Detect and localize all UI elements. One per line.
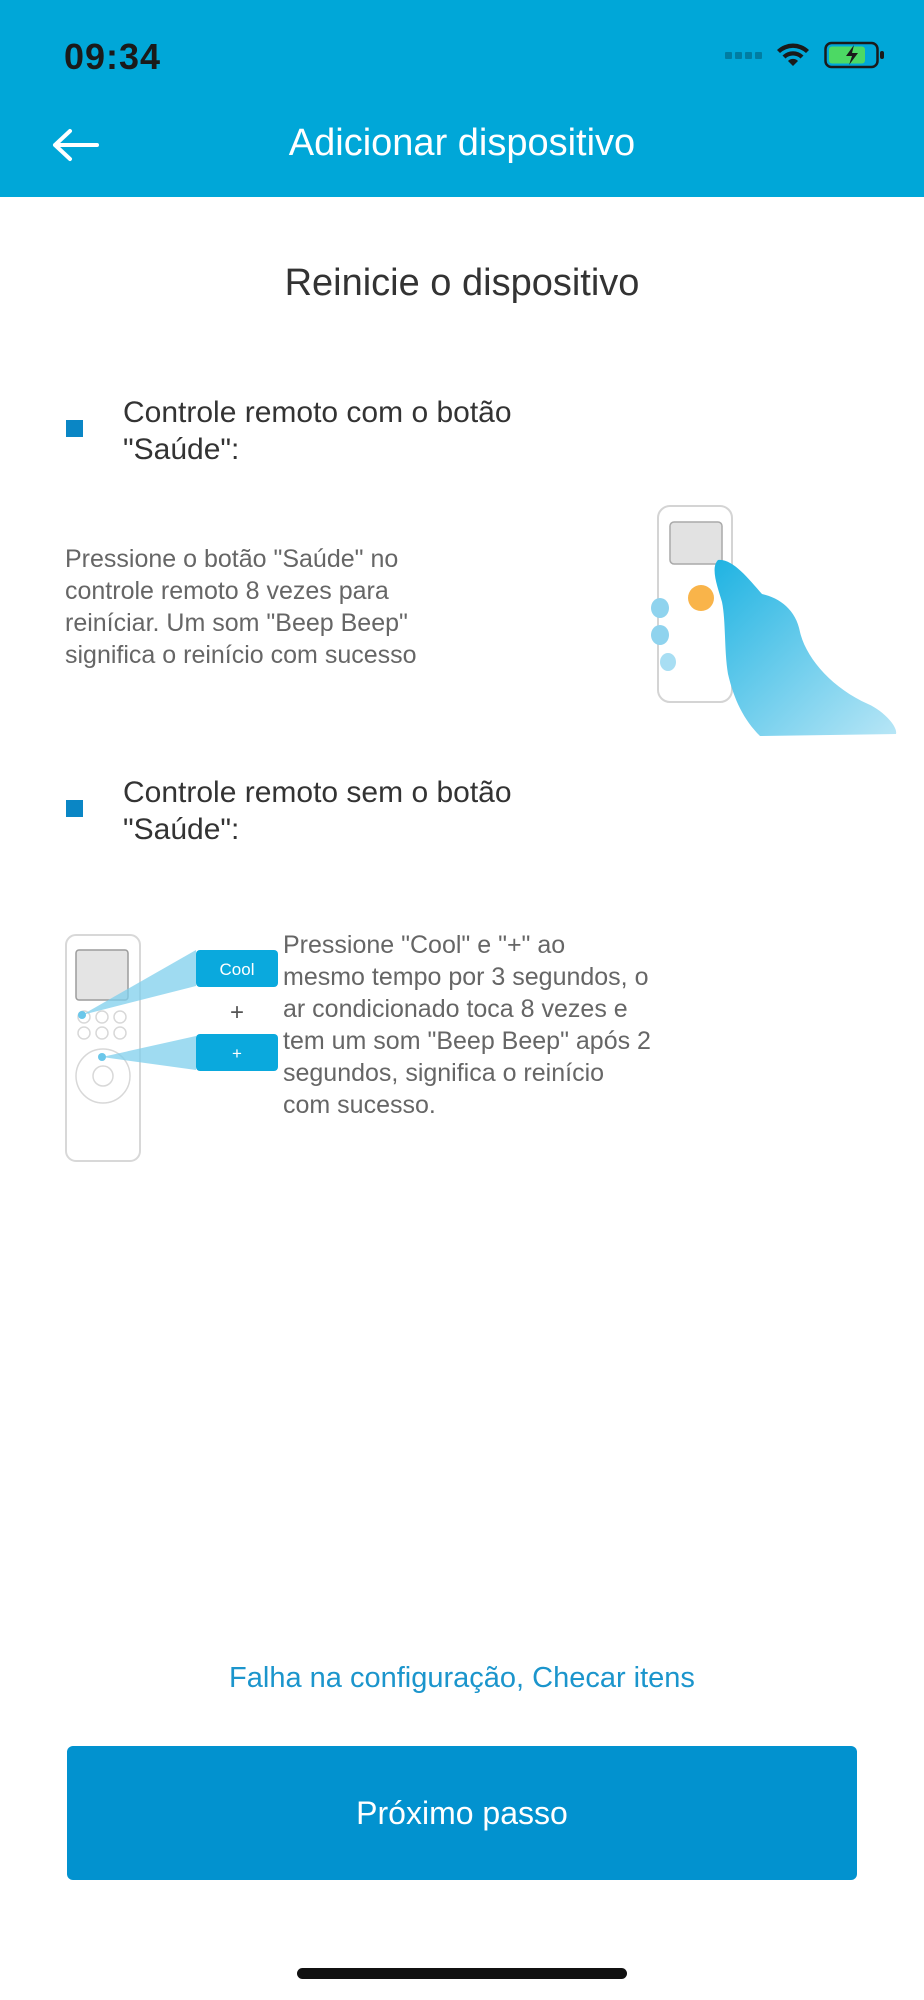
plus-button-label: + — [232, 1044, 242, 1063]
plus-symbol: + — [229, 999, 245, 1026]
next-step-button[interactable]: Próximo passo — [67, 1746, 857, 1880]
signal-icon — [725, 52, 762, 59]
bullet-marker — [66, 420, 83, 437]
status-icons — [725, 38, 886, 72]
bullet-marker — [66, 800, 83, 817]
section2-title: Controle remoto sem o botão "Saúde": — [123, 776, 512, 846]
battery-charging-icon — [824, 41, 886, 69]
page-title: Adicionar dispositivo — [288, 122, 636, 164]
wifi-icon — [776, 42, 810, 68]
setup-failure-link[interactable]: Falha na configuração, Checar itens — [229, 1662, 695, 1694]
section2-text: Pressione "Cool" e "+" ao mesmo tempo por 3 segundos, o ar condicionado toca 8 vezes e tem um som "Beep Beep" após 2 segundos, significa o reinício com sucesso. — [283, 931, 651, 1119]
section-heading: Reinicie o dispositivo — [284, 262, 640, 304]
app-header — [0, 0, 924, 197]
cool-button-label: Cool — [219, 960, 255, 979]
home-indicator[interactable] — [297, 1968, 627, 1979]
section1-title: Controle remoto com o botão "Saúde": — [123, 396, 512, 466]
status-time: 09:34 — [64, 36, 162, 77]
section1-text: Pressione o botão "Saúde" no controle remoto 8 vezes para reiníciar. Um som "Beep Beep" significa o reinício com sucesso — [65, 545, 417, 669]
remote-with-hand-illustration — [640, 498, 902, 758]
remote-cool-plus-illustration — [64, 934, 284, 1164]
